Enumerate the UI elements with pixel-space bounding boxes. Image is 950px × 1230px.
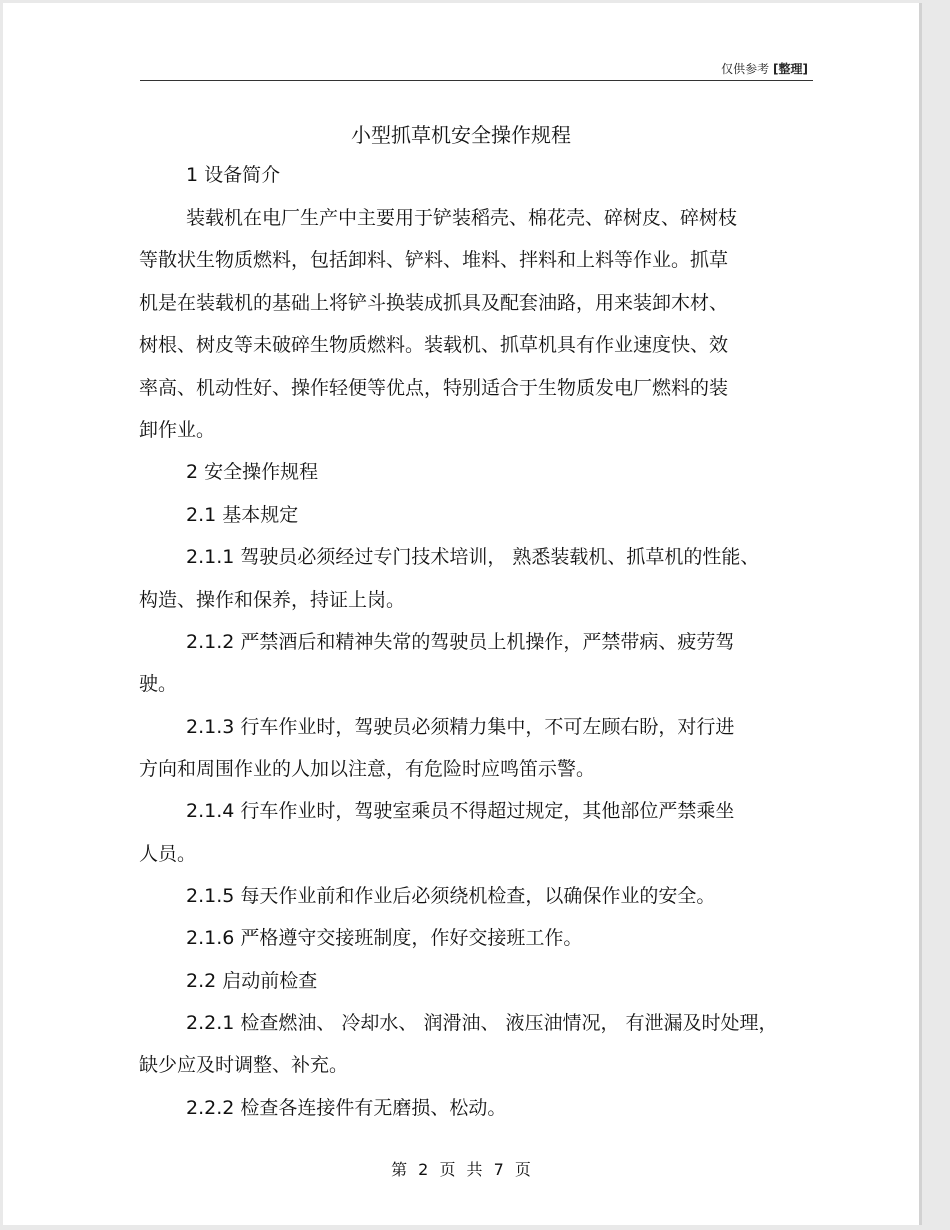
section-heading: 2 安全操作规程 bbox=[186, 461, 319, 483]
paragraph-line: 率高、机动性好、操作轻便等优点，特别适合于生物质发电厂燃料的装 bbox=[139, 377, 729, 399]
section-heading: 1 设备简介 bbox=[186, 164, 281, 186]
clause-line: 驶。 bbox=[139, 673, 178, 695]
clause-line: 方向和周围作业的人加以注意，有危险时应鸣笛示警。 bbox=[139, 758, 596, 780]
clause-line: 构造、操作和保养，持证上岗。 bbox=[139, 589, 406, 611]
page-edge-shadow bbox=[919, 3, 922, 1225]
clause-line: 2.1.1 驾驶员必须经过专门技术培训， 熟悉装载机、抓草机的性能、 bbox=[186, 546, 760, 568]
document-page bbox=[3, 3, 919, 1225]
clause-line: 2.1.5 每天作业前和作业后必须绕机检查，以确保作业的安全。 bbox=[186, 885, 716, 907]
clause-line: 2.2.1 检查燃油、 冷却水、 润滑油、 液压油情况， 有泄漏及时处理， bbox=[186, 1012, 778, 1034]
paragraph-line: 机是在装载机的基础上将铲斗换装成抓具及配套油路，用来装卸木材、 bbox=[139, 292, 729, 314]
subsection-heading: 2.1 基本规定 bbox=[186, 504, 299, 526]
document-title: 小型抓草机安全操作规程 bbox=[351, 123, 571, 147]
header-note bbox=[721, 60, 808, 77]
clause-line: 2.1.6 严格遵守交接班制度，作好交接班工作。 bbox=[186, 927, 583, 949]
clause-line: 缺少应及时调整、补充。 bbox=[139, 1054, 349, 1076]
paragraph-line: 装载机在电厂生产中主要用于铲装稻壳、棉花壳、碎树皮、碎树枝 bbox=[186, 207, 738, 229]
paragraph-line: 树根、树皮等未破碎生物质燃料。装载机、抓草机具有作业速度快、效 bbox=[139, 334, 729, 356]
clause-line: 2.2.2 检查各连接件有无磨损、松动。 bbox=[186, 1097, 507, 1119]
paragraph-line: 等散状生物质燃料，包括卸料、铲料、堆料、拌料和上料等作业。抓草 bbox=[139, 249, 729, 271]
paragraph-line: 卸作业。 bbox=[139, 419, 216, 441]
subsection-heading: 2.2 启动前检查 bbox=[186, 970, 318, 992]
header-tag: [整理] bbox=[773, 62, 808, 76]
clause-line: 2.1.2 严禁酒后和精神失常的驾驶员上机操作，严禁带病、疲劳驾 bbox=[186, 631, 735, 653]
clause-line: 2.1.3 行车作业时，驾驶员必须精力集中，不可左顾右盼，对行进 bbox=[186, 716, 735, 738]
header-note-text: 仅供参考 bbox=[721, 62, 770, 76]
clause-line: 2.1.4 行车作业时，驾驶室乘员不得超过规定，其他部位严禁乘坐 bbox=[186, 800, 735, 822]
header-divider bbox=[140, 80, 813, 81]
page-number-footer: 第 2 页 共 7 页 bbox=[391, 1160, 531, 1179]
clause-line: 人员。 bbox=[139, 843, 197, 865]
